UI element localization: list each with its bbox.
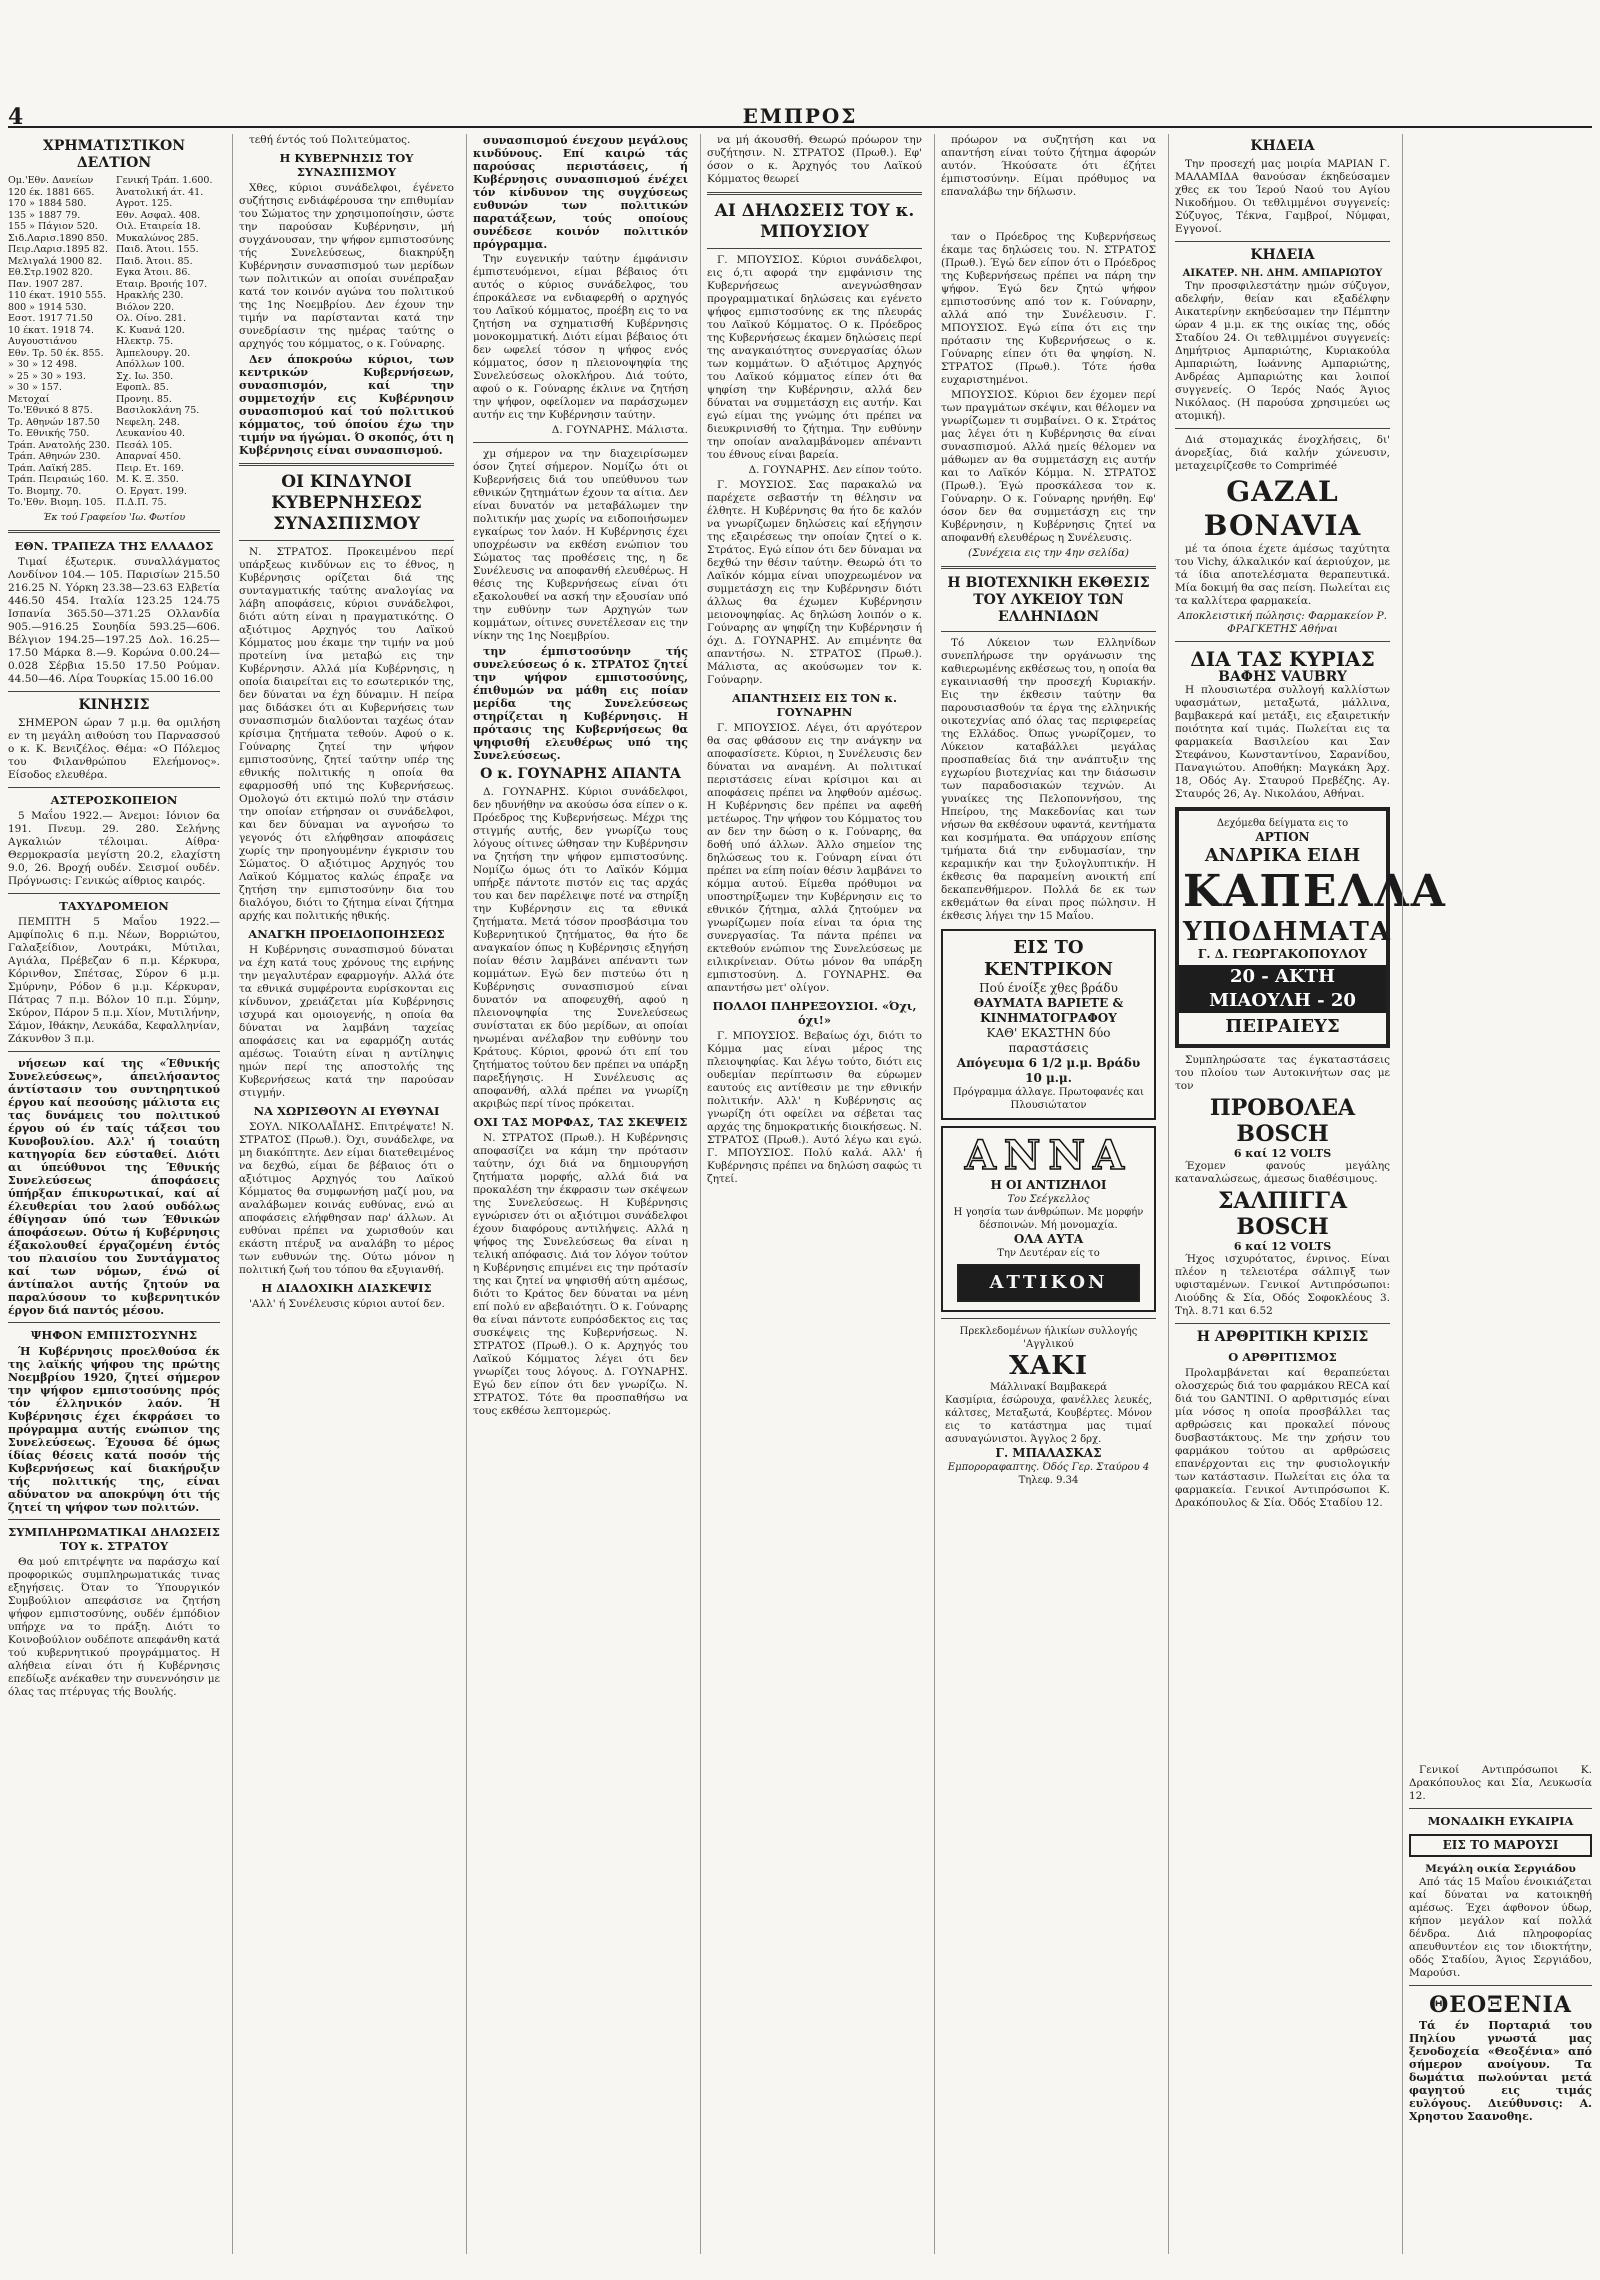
dangers-title: ΟΙ ΚΙΝΔΥΝΟΙ ΚΥΒΕΡΝΗΣΕΩΣ ΣΥΝΑΣΠΙΣΜΟΥ [271,472,422,534]
finance-cell: Πειρ. Ετ. 169. [116,462,184,474]
finance-cell: Μυκαλώνος 285. [116,232,199,244]
col4-text-c: Γ. ΜΠΟΥΣΙΟΣ. Λέγει, ότι αργότερον θα σας φθάσουν εις την ανάγκην να αποφασίσετε. Κύριοι, η Συνέλευσις δεν δύναται να αναμένη. Αι πολιτικαί περιστάσεις είναι κρίσιμοι και αι αποφάσεις πρέπει να ληφθούν αμέσως. Η Κυβέρνησις δεν πρέπει να αφεθή μετέωρος. Την ψήφον του Κόμματος του αν δεν την δώση ο κ. Γούναρης, θα δοθή υπό άλλων. Άλλο σημείον της δηλώσεως του κ. Γούναρη είναι ότι πρέπει να είπη ποίαν θέσιν λαμβάνει το κόμμα αυτού. Είμεθα πρόθυμοι να υποστηρίξωμεν την Κυβέρνησιν εις το εθνικόν ζήτημα, αλλά ζητούμεν να γνωρίζωμεν ποία είναι τα όρια της συνεργασίας. Τα πάντα πρέπει να εκτεθούν ενώπιον της Συνελεύσεως με ειλικρίνειαν. Ούτω μόνον θα υπάρξη εμπιστοσύνη. Δ. ΓΟΥΝΑΡΗΣ. Θα απαντήσω μετ' ολίγον. [707,722,922,994]
finance-cell: 170 » 1884 580. [8,198,87,209]
finance-cell: Βιόλον 220. [116,301,175,313]
finance-cell: Ο. Εργατ. 199. [116,485,187,497]
vaubry-ad-title: ΔΙΑ ΤΑΣ ΚΥΡΙΑΣ [1190,647,1375,671]
kapella-ad-l1: Δεχόμεθα δείγματα εις το [1216,818,1349,829]
col5-top: πρόωρον να συζητήση και να απαντήση είναι τούτο ζήτημα άφορών αυτόν. Ήκούσατε ότι έζήτει έμπιστοσύνην. Είμαι πρόθυμος να επαναλάβω την δήλωσιν. [941,134,1156,198]
vaubry-ad-text: Η πλουσιωτέρα συλλογή καλλίστων υφασμάτων, μεταξωτά, μάλλινα, βαμβακερά καί μετάξι, εις εξαιρετικήν ποιότητα καί τιμάς. Πωλείται εις τα φαρμακεία Βασιλείου και Σαν Στεφάνου, Κωνσταντίνου, Σαρανίδου, Παναγιώτου. Αποθήκη: Μαγκάκη Άρχ. 18, Οδός Αγ. Σταυρού Πρεβέζης. Αγ. Σταυρός 26, Αγ. Νικολάου, Αθήναι. [1175,684,1390,800]
finance-cell: » 30 » 157. [8,382,62,393]
cinema-ad-l1: Πού ένοίξε χθες βράδυ [979,981,1118,995]
cinema-ad-l5: Πρόγραμμα άλλαγε. Πρωτοφανές και Πλουσιώτατον [953,1087,1144,1111]
anna-ad-l4: Την Δευτέραν είς το [997,1248,1100,1259]
kapella-ad-city: ΠΕΙΡΑΙΕΥΣ [1225,1016,1340,1037]
finance-cell: Εφοπλ. 85. [116,382,169,393]
sale-title: ΜΟΝΑΔΙΚΗ ΕΥΚΑΙΡΙΑ [1427,1814,1574,1828]
col4-signature: Δ. ΓΟΥΝΑΡΗΣ. Δεν είπον τούτο. [748,464,922,476]
anna-ad [941,1126,1156,1312]
khaki-ad-title: ΧΑΚΙ [1008,1351,1089,1381]
col3-bold-mid: την έμπιστοσύνην τής συνελεύσεως ό κ. ΣΤΡΑΤΟΣ ζητεί την ψήφον εμπιστοσύνης, έπιθυμών να μάθη εις ποίαν μερίδα της Συνελεύσεως στηρίζεται η Κυβέρνησις. Η πρότασις της Κυβερνήσεως θα ψηφισθή ελευθέρως υπό της Συνελεύσεως. [473,645,688,762]
finance-cell: 110 έκατ. 1910 555. [8,290,107,301]
post-title: ΤΑΧΥΔΡΟΜΕΙΟΝ [59,898,169,913]
dangers-text: Ν. ΣΤΡΑΤΟΣ. Προκειμένου περί υπάρξεως κινδύνων εις το έθνος, η Κυβέρνησις ορίζεται διά της συνταγματικής ταύτης αναλογίας να λάβη αποφάσεις, κύριοι συνάδελφοι, διότι αύτη είναι η πραγματικότης. Ο αξιότιμος Αρχηγός του Λαϊκού Κόμματος μου έκαμε την τιμήν να μού προτείνη ίνα μεταβώ εις την Κυβέρνησιν. Αλλά μία Κυβέρνησις, η οποία διαιρείται εις το εσωτερικόν της, δεν δύναται να έχη δύναμιν. Η πείρα μας διδάσκει ότι αι Κυβερνήσεις των συνασπισμών διαλύονται ταχέως όταν κρίσιμα ζητήματα τεθούν. Αφού ο κ. Γούναρης ζητεί την ψήφον εμπιστοσύνης, ζητεί ταύτην υπέρ της εθνικής πολιτικής η οποία θα εφαρμοσθή υπό της Κυβερνήσεως. Ομολογώ ότι εκτιμώ πολύ την στάσιν την οποίαν ετήρησαν οι συνάδελφοι, και δεν δύναμαι να αγνοήσω το γεγονός ότι ελήφθησαν αποφάσεις χωρίς την προηγουμένην έγκρισιν του Σώματος. Ό αξιότιμος Αρχηγός του Λαϊκού Κόμματος καλώς έπραξε να ζητήση την εμπιστοσύνην δια του διαλόγου, διότι το ζήτημα είναι ζήτημα αρχής και πολιτικής ηθικής. [239,546,454,922]
end-title: Η ΔΙΑΔΟΧΙΚΗ ΔΙΑΣΚΕΨΙΣ [261,1281,432,1295]
col5-text-a: ταν ο Πρόεδρος της Κυβερνήσεως έκαμε τας δηλώσεις του. Ν. ΣΤΡΑΤΟΣ (Πρωθ.). Έγώ δεν είπον ότι ο Πρόεδρος της Κυβερνήσεως πρέπει να πάρη την ψήφον. Έγώ δεν ζητώ ψήφον εμπιστοσύνης από τον κ. Γούναρην, αλλά από την Συνέλευσιν. Γ. ΜΠΟΥΣΙΟΣ. Εγώ είπα ότι εις την πρότασιν της Κυβερνήσεως ο κ. Γούναρης είπεν ότι θα ψηφίση. Ν. ΣΤΡΑΤΟΣ (Πρωθ.). Τότε ήσθα ευχαριστημένοι. [941,231,1156,386]
bosch2-text: Ήχος ισχυρότατος, ένρινος. Είναι πλέον η τελειοτέρα σάλπιγξ των υφισταμένων. Γενικοί Αντιπρόσωποι: Λιούδης & Σία, Οδός Σοφοκλέους 3. Τηλ. 8.71 και 6.52 [1175,1253,1390,1317]
funeral1-title: ΚΗΔΕΙΑ [1250,138,1315,154]
finance-cell: Ηλεκτρ. 75. [116,336,174,347]
finance-cell: Τράπ. Λαϊκή 285. [8,462,92,474]
theoxenia-title: ΘΕΟΞΕΝΙΑ [1429,1992,1572,2018]
finance-table [8,175,220,509]
finance-cell: 155 » Πάγιον 520. [8,221,98,232]
finance-cell: Τράπ. Ανατολής 230. [8,439,110,451]
finance-cell: Βασιλοκλάνη 75. [116,405,200,416]
kapella-ad [1175,807,1447,1048]
finance-cell: Κ. Κυανά 120. [116,324,185,336]
finance-cell: Πεσάλ 105. [116,439,173,451]
finance-cell: Εταιρ. Βροιής 107. [116,278,208,290]
gazal-ad-agent: Αποκλειστική πώλησις: Φαρμακείον Ρ. ΦΡΑΓΚΕΤΗΣ Αθήναι [1177,610,1388,635]
khaki-ad-addr: Εμποροραφαπτης. Όδός Γερ. Σταύρου 4 [947,1462,1150,1473]
funeral1-text: Την προσεχή μας μοιρία ΜΑΡΙΑΝ Γ. ΜΑΛΑΜΙΔΑ θανούσαν έκηδεύσαμεν χθες εκ του Ίερού Ναού του Αγίου Νικοδήμου. Οι τεθλιμμένοι συγγενείς: Σύζυγος, Τέκνα, Γαμβροί, Νύμφαι, Εγγονοί. [1175,158,1390,235]
finance-cell: 10 έκατ. 1918 74. [8,324,94,336]
gazal-ad-title: GAZAL BONAVIA [1203,475,1362,542]
masthead [8,104,1592,128]
finance-cell: Ηρακλής 230. [116,290,184,301]
column-3 [466,134,694,2254]
col3-signature: Δ. ΓΟΥΝΑΡΗΣ. Μάλιστα. [551,424,688,436]
gazal-ad-l1: Διά στομαχικάς ένοχλήσεις, δι' άνορεξίας, διά καλήν χώνευσιν, μεταχειρίζεσθε το Compriméé [1175,434,1390,472]
finance-cell: Το. Εθνικής 750. [8,428,90,439]
decl-title: ΣΥΜΠΛΗΡΩΜΑΤΙΚΑΙ ΔΗΛΩΣΕΙΣ ΤΟΥ κ. ΣΤΡΑΤΟΥ [8,1524,220,1553]
finance-cell: 800 » 1914 530. [8,301,87,313]
col2-top: τεθή έντός τού Πολιτεύματος. [249,134,411,146]
need-text: Η Κυβέρνησις συνασπισμού δύναται να έχη κατά τους χρόνους της ειρήνης την μεγαλυτέραν εφαρμογήν. Αλλά ότε τα εθνικά συμφέροντα ευρίσκονται εις κίνδυνον, χρειάζεται μία Κυβέρνησις ισχυρά και ομοιογενής, η οποία θα δύναται να λαμβάνη ταχείας αποφάσεις και να εφαρμόζη αυτάς αμέσως. Τοιαύτη είναι η αντίληψις ημών περί της αποστολής της Κυβερνήσεως κατά την παρούσαν στιγμήν. [239,944,454,1099]
cinema-ad [941,929,1156,1120]
kapella-ad-title: ΚΑΠΕΛΛΑ [1183,866,1447,917]
col4-text-b: Γ. ΜΟΥΣΙΟΣ. Σας παρακαλώ να παρέχετε σεβαστήν τη θέλησιν να έλθητε. Η Κυβέρνησις θα ήτο δε καλόν να γνωρίζωμεν δηλώσεις καί εξήγησιν της εξαιρέσεως την οποίαν ζητεί ο κ. Στράτος. Εγώ είπον ότι δεν δύναμαι να δεχθώ την θέσιν ταύτην. Θεωρώ ότι το Λαϊκόν κόμμα είναι υποχρεωμένον να συμμετάσχη εις την Κυβέρνησιν διότι άλλως θα έχωμεν Κυβέρνησιν μειονοψηφίας. Ας δηλώση λοιπόν ο κ. Γούναρης αν ψηφίζη την Κυβέρνησιν ή όχι. Δ. ΓΟΥΝΑΡΗΣ. Αν επιμένητε θα απαντήσω. Ν. ΣΤΡΑΤΟΣ (Πρωθ.). Μάλιστα, ας ακούσωμεν τον κ. Γούναρην. [707,479,922,686]
finance-title: ΧΡΗΜΑΤΙΣΤΙΚΟΝ ΔΕΛΤΙΟΝ [43,138,185,171]
vote-title: ΨΗΦΟΝ ΕΜΠΙΣΤΟΣΥΝΗΣ [30,1327,198,1342]
finance-cell: Αγροτ. 125. [116,198,173,209]
gounaris-text: Δ. ΓΟΥΝΑΡΗΣ. Κύριοι συνάδελφοι, δεν ηδυνήθην να ακούσω όσα είπεν ο κ. Πρόεδρος της Κυβερνήσεως. Μέχρι της στιγμής αυτής, δεν γνωρίζω τους λόγους οίτινες ώθησαν την Κυβέρνησιν να ζητήση την ψήφον εμπιστοσύνης. Νομίζω όμως ότι το Λαϊκόν Κόμμα υπήρξε πάντοτε πιστόν εις τας αρχάς του και δεν παρέλειψε ποτέ να στηρίξη την Κυβέρνησιν εις τα εθνικά ζητήματα. Μετά τόσον προσβάσιμα του Κυβερνητικού ζητήματος, θα ήτο δε αναγκαίον όπως η Κυβέρνησις εξηγήση ποίαν θέσιν λαμβάνει απέναντι των κομμάτων. Εγώ δεν πιστεύω ότι η Κυβέρνησις συνασπισμού είναι δυνατόν να αποφευχθή, αφού η πλειονοψηφία της Συνελεύσεως συνίσταται εκ δύο μερίδων, αι οποίαι ηνωμέναι ανέλαβον την ευθύνην του Κράτους. Κύριοι, φρονώ ότι επί του ζητήματος τούτου δεν πρέπει να υπάρξη παρεξήγησις. Η Συνέλευσις ας αποφανθή, αλλά πρέπει να γνωρίζη ακριβώς περί τίνος πρόκειται. [473,786,688,1110]
gounaris-title: Ο κ. ΓΟΥΝΑΡΗΣ ΑΠΑΝΤΑ [480,766,681,782]
finance-cell: » 25 » 30 » 193. [8,370,86,382]
vaubry-ad-sub: ΒΑΦΗΣ VAUBRY [1218,669,1347,685]
forms-text: Ν. ΣΤΡΑΤΟΣ (Πρωθ.). Η Κυβέρνησις αποφασίζει να κάμη την πρότασιν ταύτην, όχι διά να δημιουργήση ζητήματα μορφής, αλλά διά να προκαλέση την έκφρασιν των σκέψεων της Συνελεύσεως. Η Κυβέρνησις εγνώρισεν ότι οι αξιότιμοι συνάδελφοι έχουν διαφόρους αντιλήψεις. Αλλά η ψήφος της Συνελεύσεως θα είναι η τελική απόφασις. Διά τον λόγον τούτον η Κυβέρνησις επιμένει εις την πρότασίν της και ζητεί να ψηφισθή αύτη αμέσως, διότι το Κράτος δεν δύναται να μένη επί πολύ εν αβεβαιότητι. Ό κ. Γούναρης θα είναι πάντοτε ευπρόσδεκτος εις τας συσκέψεις της Κυβερνήσεως. Ν. ΣΤΡΑΤΟΣ (Πρωθ.). Ο κ. Αρχηγός του Λαϊκού Κόμματος λέγει ότι δεν γνωρίζει τους λόγους. Δ. ΓΟΥΝΑΡΗΣ. Εγώ δεν είπον ότι δεν γνωρίζω. Ν. ΣΤΡΑΤΟΣ. Τότε θα προσπαθήσω να τους εκθέσω λεπτομερώς. [473,1132,688,1417]
finance-cell: Νεφελη. 248. [116,416,180,428]
col5-text-b: ΜΠΟΥΣΙΟΣ. Κύριοι δεν έχομεν περί των πραγμάτων σκέψιν, και θέλομεν να γνωρίζωμεν τι συμβαίνει. Ο κ. Στράτος μας λέγει ότι η Κυβέρνησις θα είναι συνασπισμού. Αλλά ημείς θέλομεν να μάθωμεν αν θα συμμετάσχη εις αυτήν και το Λαϊκόν Κόμμα. Ν. ΣΤΡΑΤΟΣ (Πρωθ.). Έγώ προσκάλεσα τον κ. Γούναρην. Ο κ. Γούναρης ηρνήθη. Εφ' όσον δεν θα συμμετάσχη εις την Κυβέρνησιν, η Κυβέρνησις ζητεί να αποφανθή ελευθέρως η Συνέλευσις. [941,389,1156,544]
finance-cell: 120 έκ. 1881 665. [8,186,95,198]
need-title: ΑΝΑΓΚΗ ΠΡΟΕΙΔΟΠΟΙΗΣΕΩΣ [248,927,445,941]
funeral2-text: Την προσφιλεστάτην ημών σύζυγον, αδελφήν, θείαν και εξαδέλφην Αικατερίνην εκηδεύσαμεν την Πέμπτην ώραν 4 μ.μ. εκ της οικίας της, οδός Σταδίου 24. Οι τεθλιμμένοι συγγενείς: Δημήτριος Αμπαριώτης, Κυριακούλα Αμπαριώτη, Ιωάννης Αμπαριώτης, Ανδρέας Αμπαριώτης και λοιποί συγγενείς. Ο Ίερός Ναός Άγιος Νικόλαος. (Η παρούσα χρησιμεύει ως ατομική). [1175,280,1390,422]
finance-cell: Ομ.'Εθν. Δανείων [8,175,94,186]
col3-top-bold: συνασπισμού ένεχουν μεγάλους κινδύνους. Επί καιρώ τάς παρούσας περιστάσεις, ή Κυβέρνησις συνασπισμού ένέχει τόν κίνδυνον της συγχύσεως ευθυνών των πολιτικών παρατάξεων, τούς οποίους συνέδεσε κοινόν πολιτικόν πρόγραμμα. [473,134,688,251]
finance-cell: Τράπ. Πειραιώς 160. [8,474,109,485]
bosch2-volts: 6 καί 12 VOLTS [1233,1240,1332,1253]
sale-text: Από τάς 15 Μαΐου ένοικιάζεται καί δύναται να κατοικηθή αμέσως. Έχει άφθονον ύδωρ, κήπον μεγάλον καί πολλά δένδρα. Διά πληροφορίας απευθυντέον εις τον ιδιοκτήτην, οδός Σταδίου, Άγιος Σεργιάδου, Μαρούσι. [1409,1876,1592,1979]
post-text: ΠΕΜΠΤΗ 5 Μαΐου 1922.— Αμφίπολις 6 π.μ. Νέων, Βορριώτου, Γαλαξείδιον, Λουτράκι, Μύτιλαι, Αγιάλα, Πρέβεζαν 6 π.μ. Κέρκυρα, Κόρινθον, Σπέτσας, Σύρον 6 μ.μ. Σμύρνην, Ρόδον 6 μ.μ. Κέρκυραν, Πάτρας 7 π.μ. Βόλον 10 π.μ. Σύμην, Σκύρον, Πάρον 5 π.μ. Χίον, Μυτιλήνην, Σάμον, Ιθάκην, Λευκάδα, Κεφαλληνίαν, Ζάκυνθον 3 π.μ. [8,915,220,1045]
col4-bottom-title: ΠΟΛΛΟΙ ΠΛΗΡΕΞΟΥΣΙΟΙ. «Όχι, όχι!» [712,999,917,1027]
finance-cell: 135 » 1887 79. [8,209,81,221]
column-2 [232,134,460,2254]
vote-text: Ή Κυβέρνησις προελθούσα έκ της λαϊκής ψήφου της πρώτης Νοεμβρίου 1920, ζητεί σήμερον την ψήφον εμπιστοσύνης πρός τόν έλληνικόν λαόν. Ή Κυβέρνησις έχει έκφράσει το πρόγραμμα αυτής ενώπιον της Συνελεύσεως. Έχουσα δέ όμως ίδίας θέσεις κατά ποσόν τής Κυβερνήσεως καί διακήρυξιν τής πολιτικής της, είναι αδύνατον να αποκρύψη ότι τής ζητεί τη ψήφον των πολιτών. [8,1344,220,1514]
continued-note: (Συνέχεια εις την 4ην σελίδα) [967,547,1130,559]
arthritis-text: Προλαμβάνεται καί θεραπεύεται ολοσχερώς διά του φαρμάκου RECA καί διά του GANTINI. Ο αρθριτισμός είναι μία νόσος η οποία προσβάλλει τας αρθρώσεις και προκαλεί πόνους δυσβαστάκτους. Με την χρήσιν του φαρμάκου τούτου αι αρθρώσεις επανέρχονται εις την φυσιολογικήν των κατάστασιν. Πωλείται εις όλα τα φαρμακεία. Γενικοί Αντιπρόσωποι Κ. Δρακόπουλος & Σία. Όδός Σταδίου 12. [1175,1367,1390,1509]
answers-title: ΑΠΑΝΤΗΣΕΙΣ ΕΙΣ ΤΟΝ κ. ΓΟΥΝΑΡΗΝ [731,691,898,719]
sale-title2: ΕΙΣ ΤΟ ΜΑΡΟΥΣΙ [1442,1838,1559,1852]
finance-cell: Άμπελουργ. 20. [116,347,191,359]
bosch1-title: ΠΡΟΒΟΛΕΑ BOSCH [1209,1095,1356,1147]
finance-cell: Π.Δ.Π. 75. [116,497,167,508]
finance-note: Έκ τού Γραφείου 'Ιω. Φωτίου [42,511,186,523]
forms-title: ΟΧΙ ΤΑΣ ΜΟΡΦΑΣ, ΤΑΣ ΣΚΕΨΕΙΣ [473,1115,688,1129]
finance-cell: Οιλ. Εταιρεία 18. [116,221,201,232]
finance-cell: Παιδ. Άτοιι. 155. [116,244,199,255]
col3-text-a: Την ευγενικήν ταύτην έμφάνισιν έμπιστευόμενοι, είμαι βέβαιος ότι αυτός ο κύριος συνάδελφος, του έπροκάλεσε να ενδιαφερθή ο αρχηγός του Λαϊκού κόμματος, προέβη εις το να ζητήση να σχηματισθή Κυβέρνησις μονοκομματική. Διότι είμαι βέβαιος ότι δεν ωφελεί τόσον η ψήφος ενός κόμματος, όσον η πλειονοψηφία της Συνελεύσεως ολοκλήρου. Διά τούτο, αφού ο κ. Γούναρης έκλινε να ζητήση την ψήφον, οφείλομεν να παράσχωμεν αυτήν εις την Κυβέρνησιν ταύτην. [473,253,688,421]
finance-cell: Εθν. Τρ. 50 έκ. 855. [8,347,104,359]
khaki-ad-l1: Πρεκλεδομένων ήλικίων συλλογής 'Αγγλικού [959,1326,1138,1350]
funeral2-sub: ΑΙΚΑΤΕΡ. ΝΗ. ΔΗΜ. ΑΜΠΑΡΙΩΤΟΥ [1182,268,1383,279]
finance-cell: Αυγουστιάνου [8,336,77,347]
sale-box [1409,1834,1592,1857]
exhibition-text: Τό Λύκειον των Ελληνίδων συνεπλήρωσε την οργάνωσιν της καθιερωμένης εκθέσεως του, η οποία θα εγκαινιασθή την προσεχή Κυριακήν. Εις την έκθεσιν ταύτην θα παρουσιασθούν τα έργα της ελληνικής οικοτεχνίας από όλας τας περιφερείας της Ελλάδος. Όπως γνωρίζομεν, το Λύκειον καταβάλλει μεγάλας προσπαθείας διά την ανάπτυξιν της εγχωρίου βιοτεχνίας και την διάσωσιν των παραδοσιακών τεχνών. Αι γυναίκες της Πελοποννήσου, της Ηπείρου, της Μακεδονίας και των νήσων θα εκθέσουν υφαντά, κεντήματα και κοσμήματα. Θα υπάρχουν επίσης τμήματα διά την ενδυμασίαν, την κεραμικήν και την ξυλογλυπτικήν. Η έκθεσις θα παραμείνη ανοικτή επί δεκαπενθήμερον. Πολλά δε εκ των εκθεμάτων θα είναι προς πώλησιν. Η έκθεσις λήγει την 15 Μαΐου. [941,637,1156,922]
col4-top: να μή άκουσθή. Θεωρώ πρόωρον την συζήτησιν. Ν. ΣΤΡΑΤΟΣ (Πρωθ.). Εφ' όσον ο κ. Άρχηγός του Λαϊκού Κόμματος θεωρεί [707,134,922,185]
bank-text: Τιμαί έξωτερικ. συναλλάγματος Λονδίνον 104.— 105. Παρισίων 215.50 216.25 Ν. Υόρκη 23.38—23.63 Ελβετία 446.50 454. Ιταλία 123.25 124.75 Ισπανία 365.50—371.25 Ολλανδία 905.—916.25 Σουηδία 593.25—606. Βέλγιον 194.25—197.25 Δολ. 16.25—17.50 Μάρκα 8.—9. Κορώνα 0.00.24—0.028 Σέρβια 15.50 17.50 Ρούμαν. 44.50—46. Λίρα Τουρκίας 15.00 16.00 [8,555,220,685]
sale-l1: Μεγάλη οικία Σεργιάδου [1425,1863,1576,1875]
anna-ad-l1: Του Σεέγκελλος [1007,1194,1090,1205]
lower-text: νήσεων καί της «Έθνικής Συνελεύσεως», άπειλήσαντος άντίστασιν του συντηρητικού έργου καί πεσούσης μάλιστα εις τας δυνάμεις του πολιτικού έργου ού έν ταίς τάξεσι του Κυνοβουλίου. Αλλ' ή τοιαύτη κατηγορία δεν εύσταθεί. Διότι αι ύπεύθυνοι της Έθνικής Συνελεύσεως άποφάσεις ύπήρξαν έπικυρωτικαί, καί αί έλευθερίαι του λαού ουδόλως έθίγησαν ύπό των Έθνικών άποφάσεων. Ούτω ή Κυβέρνησις έξακολουθεί έργαζομένη έντός του πλαισίου του Συντάγματος καί των νόμων, ένώ οί άντίπαλοι αυτής ζητούν να παραλύσουν το κυβερνητικόν έργον διά παντός μέσου. [8,1056,220,1317]
column-7 [1402,134,1592,2254]
decl-text: Θα μού επιτρέψητε να παράσχω καί προφορικώς συμπληρωματικάς τινας εξηγήσεις. Όταν το Ύπουργικόν Συμβούλιον απεφάσισε να ζητήση ψήφον εμπιστοσύνης, ουδέν έμπόδιον υπήρχε να το πράξη. Διότι το Κοινοβούλιον ουδέποτε απεφάνθη κατά τού κυβερνητικού προγράμματος. Η αλήθεια είναι ότι ή Κυβέρνησις επεδίωξε ανέκαθεν την συνεννόησιν με όλας τας πτέρυγας τής Βουλής. [8,1555,220,1698]
column-5 [934,134,1162,2254]
finance-cell: Πειρ.Λαρισ.1895 82. [8,244,108,255]
finance-cell: Μετοχαί [8,393,50,405]
bosch-intro: Συμπληρώσατε τας έγκαταστάσεις του πλοίου των Αυτοκινήτων σας με τον [1175,1054,1390,1092]
finance-cell: » 30 » 12 498. [8,359,78,370]
bousios-title: ΑΙ ΔΗΛΩΣΕΙΣ ΤΟΥ κ. ΜΠΟΥΣΙΟΥ [714,201,915,242]
astro-text: 5 Μαΐου 1922.— Άνεμοι: Ιόνιον 6α 191. Πνευμ. 29. 280. Σελήνης Αγκαλιών τέλοιμαι. Αίθρα· Θερμοκρασία μεγίστη 20.2, ελαχίστη 9.0, 26. Βροχή ουδέν. Σεισμοί ουδέν. Πρόγνωσις: Γενικώς αίθριος καιρός. [8,809,220,887]
bosch2-title: ΣΑΛΠΙΓΓΑ BOSCH [1217,1188,1348,1240]
astro-title: ΑΣΤΕΡΟΣΚΟΠΕΙΟΝ [50,792,178,807]
col4-text-d: Γ. ΜΠΟΥΣΙΟΣ. Βεβαίως όχι, διότι το Κόμμα μας είναι μέρος της πλειοψηφίας. Και λέγω τούτο, διότι εις ουδεμίαν περίπτωσιν θα εύρωμεν εαυτούς εις αντίθεσιν με την εθνικήν πολιτικήν. Αλλ' η Κυβέρνησις ας γνωρίζη ότι οφείλει να σέβεται τας αρχάς της δημοκρατικής διοικήσεως. Ν. ΣΤΡΑΤΟΣ (Πρωθ.). Αυτό λέγω και εγώ. Γ. ΜΠΟΥΣΙΟΣ. Πολύ καλά. Αλλ' ή Κυβέρνησις πρέπει να δηλώση σαφώς τι ζητεί. [707,1030,922,1185]
attikon-box [957,1264,1140,1302]
moves-title: ΚΙΝΗΣΙΣ [78,696,150,713]
kapella-ad-owner: Γ. Δ. ΓΕΩΡΓΑΚΟΠΟΥΛΟΥ [1197,947,1368,961]
finance-cell: Μελιγαλά 1900 82. [8,255,103,267]
coalition-subtitle: Η ΚΥΒΕΡΝΗΣΙΣ ΤΟΥ ΣΥΝΑΣΠΙΣΜΟΥ [279,151,414,179]
kapella-ad-l2: ΑΡΤΙΟΝ [1255,830,1310,844]
anna-ad-title: ΑΝΝΑ [964,1132,1133,1179]
anna-ad-sub: Η ΟΙ ΑΝΤΙΖΗΛΟΙ [990,1178,1107,1192]
end-text: 'Αλλ' ή Συνέλευσις κύριοι αυτοί δεν. [249,1298,445,1310]
col3-text-b: χμ σήμερον να την διαχειρίσωμεν όσον ζητεί σήμερον. Νομίζω ότι οι Κυβερνήσεις διά του υπεύθυνου των εθνικών ζητημάτων έχουν τα αίτια. Δεν είναι δυνατόν να μεταβάλωμεν την πολιτικήν μας χωρίς να ειδοποιήσωμεν εγκαίρως τον λαόν. Η Κυβέρνησις έχει υποχρέωσιν να εκθέση ενώπιον του Σώματος τας προθέσεις της, η δε Συνέλευσις να αποφανθή ελευθέρως. Η θέσις της Κυβερνήσεως είναι ότι εξακολουθεί να ασκή την εξουσίαν υπό την ευθύνην των Αρχηγών των κομμάτων, οίτινες συνετέλεσαν εις την νίκην της 1ης Νοεμβρίου. [473,448,688,642]
kapella-ad-sub: ΥΠΟΔΗΜΑΤΑ [1183,917,1391,947]
finance-cell: Απαρναί 450. [116,451,182,462]
exhibition-title: Η ΒΙΟΤΕΧΝΙΚΗ ΕΚΘΕΣΙΣ ΤΟΥ ΛΥΚΕΙΟΥ ΤΩΝ ΕΛΛΗΝΙΔΩΝ [947,575,1150,625]
finance-cell: Λευκανίου 40. [116,428,186,439]
cinema-ad-l4: Απόγευμα 6 1/2 μ.μ. Βράδυ 10 μ.μ. [956,1056,1141,1085]
column-1 [8,134,226,2254]
kapella-ad-l3: ΑΝΔΡΙΚΑ ΕΙΔΗ [1204,845,1361,866]
khaki-ad-sub: Μάλλινακί Βαμβακερά [990,1382,1107,1393]
anna-ad-l2: Η γοησία των άνθρώπων. Με μορφήν δέσποινών. Μή μονομαχία. [953,1207,1144,1231]
col7-mini: Γενικοί Αντιπρόσωποι Κ. Δρακόπουλος και Σία, Λευκωσία 12. [1409,1764,1592,1802]
column-6 [1168,134,1447,2254]
finance-cell: Γενική Τράπ. 1.600. [116,175,213,186]
cinema-ad-title: ΕΙΣ ΤΟ ΚΕΝΤΡΙΚΟΝ [984,937,1113,980]
arthritis-sub: Ο ΑΡΘΡΙΤΙΣΜΟΣ [1228,1350,1337,1364]
finance-cell: Εσοτ. 1917 71.50 [8,313,93,324]
cinema-ad-l2: ΘΑΥΜΑΤΑ ΒΑΡΙΕΤΕ & ΚΙΝΗΜΑΤΟΓΡΑΦΟΥ [973,996,1124,1025]
col4-text-a: Γ. ΜΠΟΥΣΙΟΣ. Κύριοι συνάδελφοι, εις ό,τι αφορά την εμφάνισιν της Κυβερνήσεως ανεγνώσθησαν προγραμματικαί δηλώσεις και εγένετο ψήφος εμπιστοσύνης εκ της πλευράς του Λαϊκού Κόμματος. Ο κ. Πρόεδρος της Κυβερνήσεως έκαμεν δηλώσεις περί της αναγκαιότητος συνεργασίας όλων των κομμάτων. Ό αξιότιμος Αρχηγός του Λαϊκού κόμματος είπεν ότι θα ψηφίση την Κυβέρνησιν, αλλά δεν δύναται να συμμετάσχη εις αυτήν. Και εγώ είμαι της γνώμης ότι πρέπει να διευκρινισθή το ζήτημα. Την ευθύνην την οποίαν αναλαμβάνομεν απέναντι του έθνους είναι βαρεία. [707,254,922,461]
kapella-ad-addr: 20 - ΑΚΤΗ ΜΙΑΟΥΛΗ - 20 [1179,965,1386,1013]
finance-cell: Παιδ. Άτοιι. 85. [116,255,193,267]
finance-cell: Άνατολική άτ. 41. [116,186,204,198]
coalition-bold: Δεν άποκρούω κύριοι, των κεντρικών Κυβερνήσεων, συνασπισμόν, καί την συμμετοχήν εις Κυβέρνησιν συνασπισμού καί τού πολιτικού κόμματος, τού όποίου έχω την τιμήν να ήγώμαι. Ό σκοπός, ότι η Κυβέρνησις είναι συνασπισμού. [239,353,454,457]
gazal-ad-text: μέ τα όποια έχετε άμέσως ταχύτητα του Vichy, άλκαλικόν καί άεριούχον, με τά ίδια αποτελέσματα θεραπευτικά. Μία δοκιμή θα σας πείση. Πωλείται εις τα καλλίτερα φαρμακεία. [1175,543,1390,607]
resp-title: ΝΑ ΧΩΡΙΣΘΟΥΝ ΑΙ ΕΥΘΥΝΑΙ [253,1104,440,1118]
finance-cell: Παν. 1907 287. [8,278,83,290]
khaki-ad-tel: Τηλεφ. 9.34 [1018,1475,1079,1486]
finance-cell: Εθ.Στρ.1902 820. [8,267,93,278]
finance-cell: Σχ. Ιω. 350. [116,370,174,382]
arthritis-title: Η ΑΡΘΡΙΤΙΚΗ ΚΡΙΣΙΣ [1196,1329,1369,1345]
page-number: 4 [8,104,24,130]
paper-name: ΕΜΠΡΟΣ [742,104,858,128]
finance-cell: Απόλλων 100. [116,359,185,370]
cinema-ad-l3: ΚΑΘ' ΕΚΑΣΤΗΝ δύο παραστάσεις [986,1026,1111,1055]
finance-cell: Ολ. Οίνο. 281. [116,313,187,324]
anna-ad-l3: ΟΛΑ ΑΥΤΑ [1013,1232,1084,1246]
resp-text: ΣΟΥΛ. ΝΙΚΟΛΑΪΔΗΣ. Επιτρέψατε! Ν. ΣΤΡΑΤΟΣ (Πρωθ.). Όχι, συνάδελφε, να μη διακόπτητε. Δεν είμαι διατεθειμένος να δεχθώ, είμαι δε βέβαιος ότι ο αξιότιμος Αρχηγός του Λαϊκού Κόμματος θα συμφωνήση μαζί μου, να αναλάβωμεν κοινάς ευθύνας, ενώ αι αποφάσεις ελήφθησαν παρ' άλλων. Αι ευθύναι πρέπει να χωρισθούν και εκάστη πτέρυξ να αναλάβη το μέρος των ευθυνών της. Ούτω μόνον η πολιτική ζωή του τόπου θα εξυγιανθή. [239,1121,454,1276]
coalition-text: Χθες, κύριοι συνάδελφοι, έγένετο συζήτησις ενδιάφέρουσα την επιθυμίαν του Σώματος την χρησιμοποίησιν, ώστε την παρούσαν Κυβέρνησιν, μή συγχάνουσαν, την ψήφον εμπιστοσύνης τής Συνελεύσεως, διακηρύξη Κυβέρνησιν συνασπισμού των μερίδων των πολιτικών αι οποίαι συνέπραξαν κατά τον κοινόν αγώνα του πολιτικού της 1ης Νοεμβρίου. Δεν έχουν την τιμήν να παρίστανται κατά την συνεδρίασιν της ημέρας ταύτης ο αρχηγός του κόμματος, ο κ. Γούναρης. [239,182,454,350]
finance-cell: Τρ. Αθηνών 187.50 [8,416,100,428]
bosch1-text: Έχομεν φανούς μεγάλης καταναλώσεως, άμεσως διαθέσιμους. [1175,1160,1390,1185]
finance-cell: Εγκα Άτοιι. 86. [116,267,191,278]
khaki-ad-shop: Γ. ΜΠΑΛΑΣΚΑΣ [995,1446,1102,1460]
finance-cell: Μ. Κ. Ξ. 350. [116,474,179,485]
column-4 [700,134,928,2254]
finance-cell: Προνηι. 85. [116,393,172,405]
anna-ad-l5: ΑΤΤΙΚΟΝ [989,1272,1108,1293]
khaki-ad-text: Κασμίρια, έσώρουχα, φανέλλες λευκές, κάλτσες, Μεταξωτά, Κουβέρτες. Μόνον εις το κατάστημα μας τιμαί ασυναγώνιστοι. Άγγλος 2 δρχ. [945,1395,1152,1445]
bosch1-volts: 6 καί 12 VOLTS [1233,1147,1332,1160]
khaki-ad [941,1318,1156,1493]
finance-cell: Το.'Εθν. Βιομη. 105. [8,497,106,508]
moves-text: ΣΗΜΕΡΟΝ ώραν 7 μ.μ. θα ομιλήση εν τη μεγάλη αιθούση του Παρνασσού ο κ. Κ. Βενιζέλος. Θέμα: «Ο Πόλεμος του Φιλανθρώπου Ελεήμονος». Είσοδος ελευθέρα. [8,716,220,781]
funeral2-title: ΚΗΔΕΙΑ [1250,247,1315,263]
finance-cell: Τράπ. Αθηνών 230. [8,451,101,462]
finance-cell: Το.'Εθνικό 8 875. [8,405,93,416]
finance-cell: Σιδ.Λαρισ.1890 850. [8,232,108,244]
theoxenia-text: Τά έν Πορταριά του Πηλίου γνωστά μας ξενοδοχεία «Θεοξένια» από σήμερον ανοίγουν. Τα δωμάτια πωλούνται μετά φαγητού εις τιμάς ευλόγους. Διεύθυνσις: Α. Χρηστου Σαανοθηε. [1409,2019,1592,2123]
finance-cell: Εθν. Ασφαλ. 408. [116,209,201,221]
finance-cell: Το. Βιομηχ. 70. [8,485,82,497]
bank-title: ΕΘΝ. ΤΡΑΠΕΖΑ ΤΗΣ ΕΛΛΑΔΟΣ [14,538,214,553]
